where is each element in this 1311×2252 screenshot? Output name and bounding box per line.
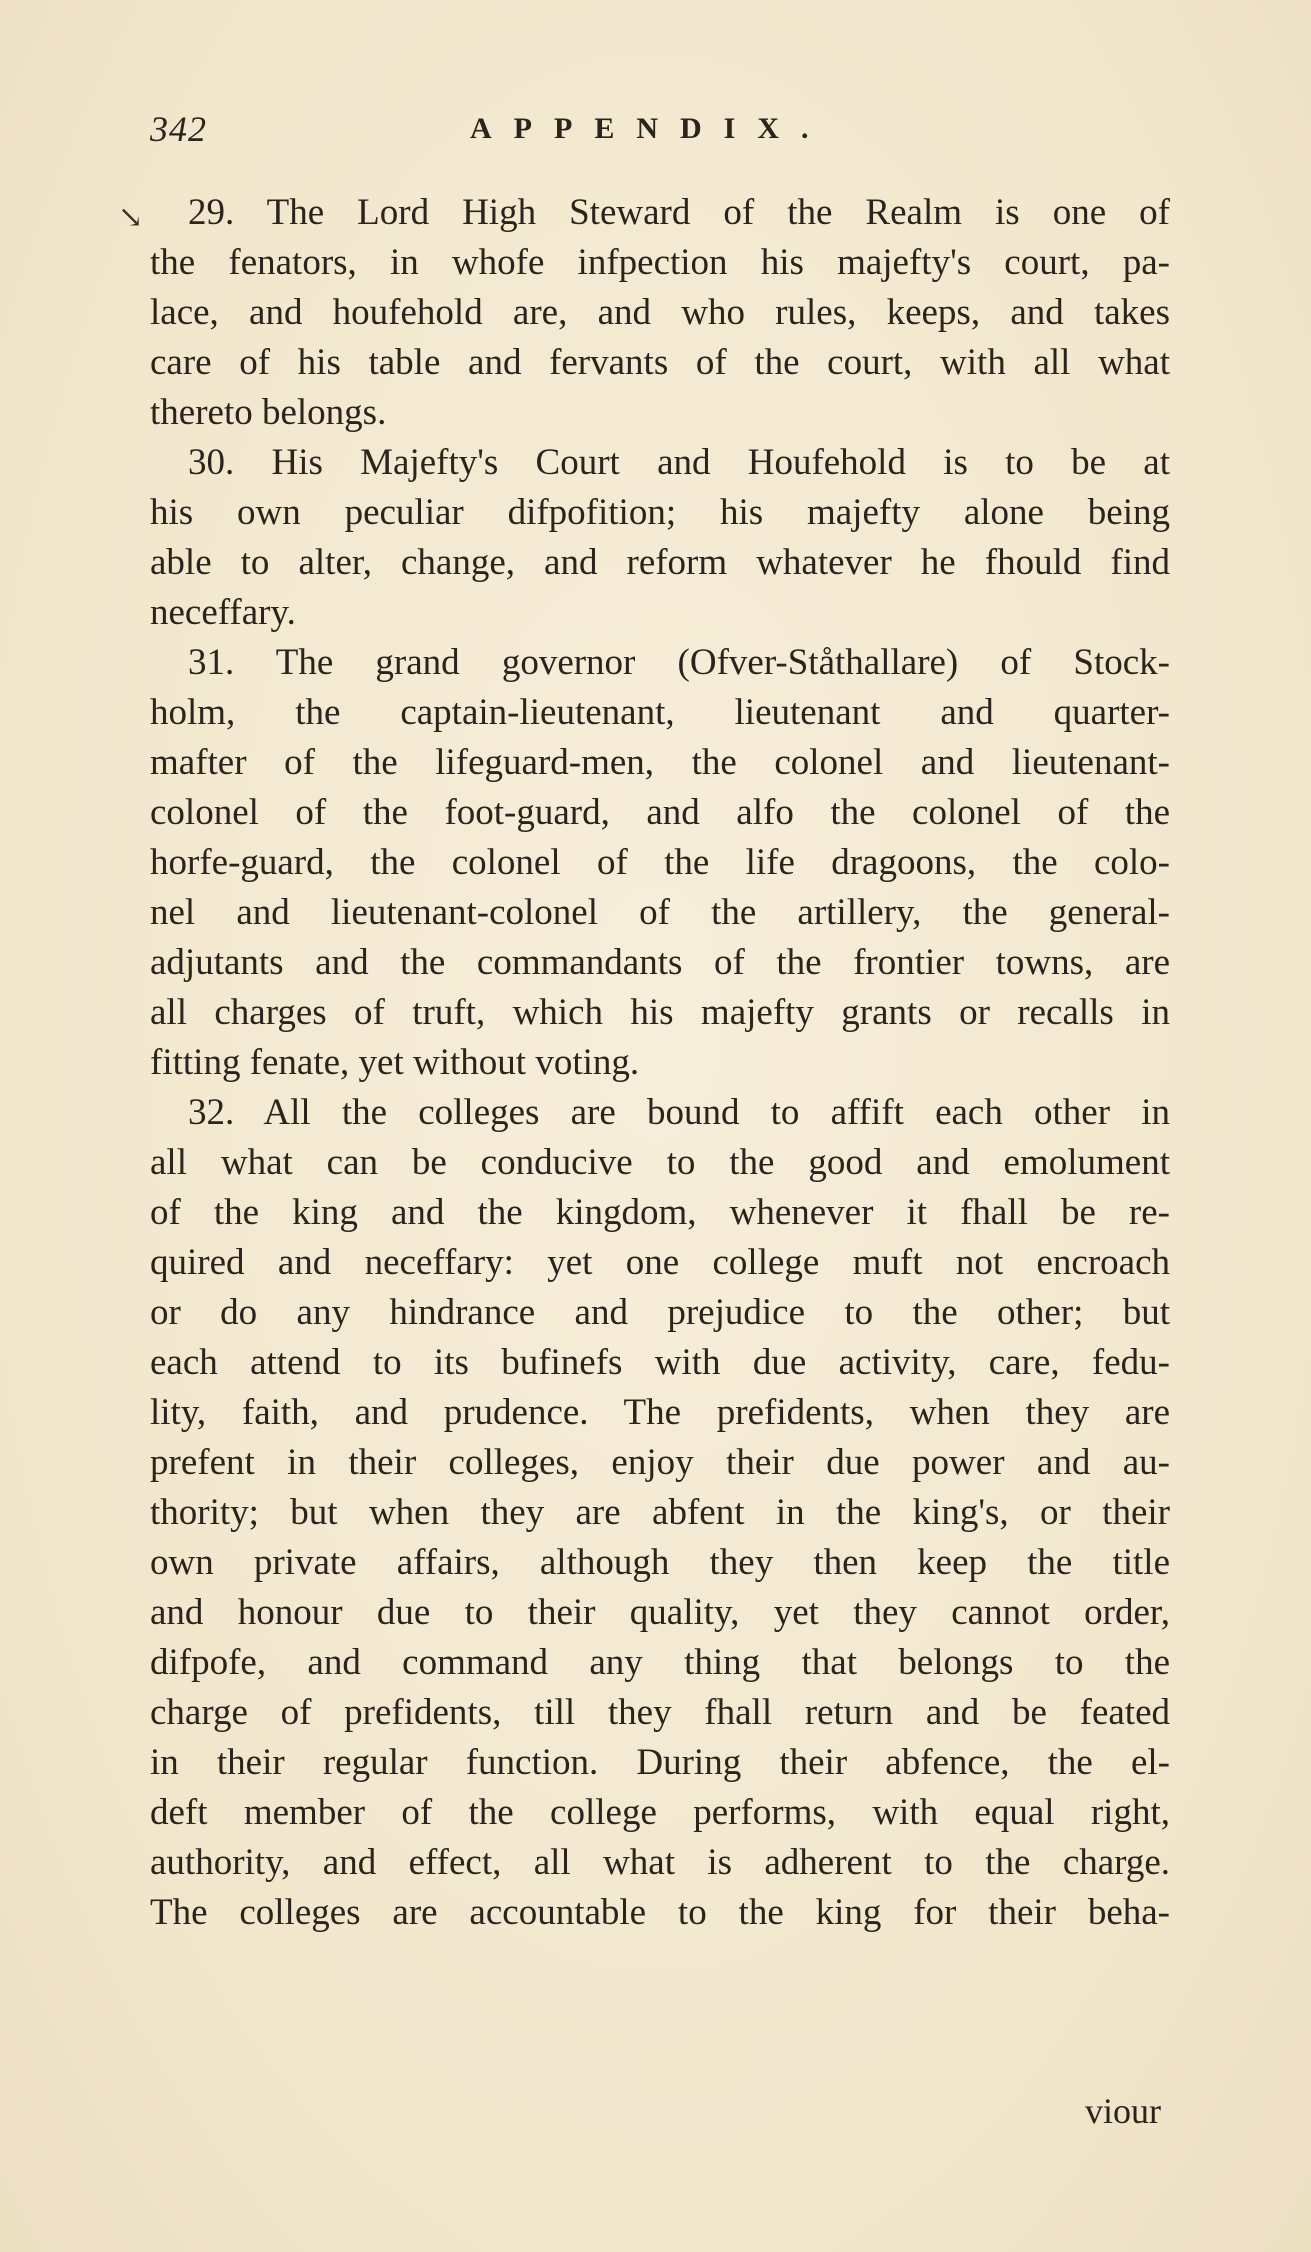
text-line: quired and neceffary: yet one college muft not encroach [150, 1242, 1170, 1283]
text-line: neceffary. [150, 592, 296, 633]
text-line: lity, faith, and prudence. The prefidents, when they are [150, 1392, 1170, 1433]
text-line: and honour due to their quality, yet they cannot order, [150, 1592, 1170, 1633]
text-line: all charges of truft, which his majefty grants or recalls in [150, 992, 1170, 1033]
text-line: 32. All the colleges are bound to affift each other in [188, 1092, 1170, 1133]
text-line: lace, and houfehold are, and who rules, keeps, and takes [150, 292, 1170, 333]
text-line: The colleges are accountable to the king for their beha- [150, 1892, 1170, 1933]
running-head: APPENDIX. [470, 112, 831, 145]
page-number: 342 [150, 109, 207, 149]
body-text [150, 188, 1170, 1938]
text-line: care of his table and fervants of the court, with all what [150, 342, 1170, 383]
text-line: adjutants and the commandants of the frontier towns, are [150, 942, 1170, 983]
text-line: nel and lieutenant-colonel of the artillery, the general- [150, 892, 1170, 933]
text-line: 29. The Lord High Steward of the Realm is one of [188, 192, 1170, 233]
text-line: thority; but when they are abfent in the king's, or their [150, 1492, 1170, 1533]
catchword: viour [1085, 2091, 1161, 2131]
text-line: his own peculiar difpofition; his majefty alone being [150, 492, 1170, 533]
page-header [150, 108, 1170, 158]
text-line: deft member of the college performs, with equal right, [150, 1792, 1170, 1833]
text-line: holm, the captain-lieutenant, lieutenant and quarter- [150, 692, 1170, 733]
text-line: of the king and the kingdom, whenever it fhall be re- [150, 1192, 1170, 1233]
text-line: able to alter, change, and reform whatever he fhould find [150, 542, 1170, 583]
text-line: authority, and effect, all what is adherent to the charge. [150, 1842, 1170, 1883]
text-line: horfe-guard, the colonel of the life dragoons, the colo- [150, 842, 1170, 883]
text-line: each attend to its bufinefs with due activity, care, fedu- [150, 1342, 1170, 1383]
text-line: all what can be conducive to the good and emolument [150, 1142, 1170, 1183]
text-line: charge of prefidents, till they fhall return and be feated [150, 1692, 1170, 1733]
text-line: the fenators, in whofe infpection his majefty's court, pa- [150, 242, 1170, 283]
margin-mark-icon: ↘ [118, 201, 144, 234]
text-line: in their regular function. During their abfence, the el- [150, 1742, 1170, 1783]
text-line: thereto belongs. [150, 392, 387, 433]
text-line: 30. His Majefty's Court and Houfehold is to be at [188, 442, 1170, 483]
text-line: 31. The grand governor (Ofver-Ståthallare) of Stock- [188, 642, 1170, 683]
text-line: mafter of the lifeguard-men, the colonel and lieutenant- [150, 742, 1170, 783]
text-line: or do any hindrance and prejudice to the other; but [150, 1292, 1170, 1333]
text-line: prefent in their colleges, enjoy their due power and au- [150, 1442, 1170, 1483]
text-line: own private affairs, although they then keep the title [150, 1542, 1170, 1583]
text-line: difpofe, and command any thing that belongs to the [150, 1642, 1170, 1683]
text-line: colonel of the foot-guard, and alfo the colonel of the [150, 792, 1170, 833]
text-line: fitting fenate, yet without voting. [150, 1042, 640, 1083]
